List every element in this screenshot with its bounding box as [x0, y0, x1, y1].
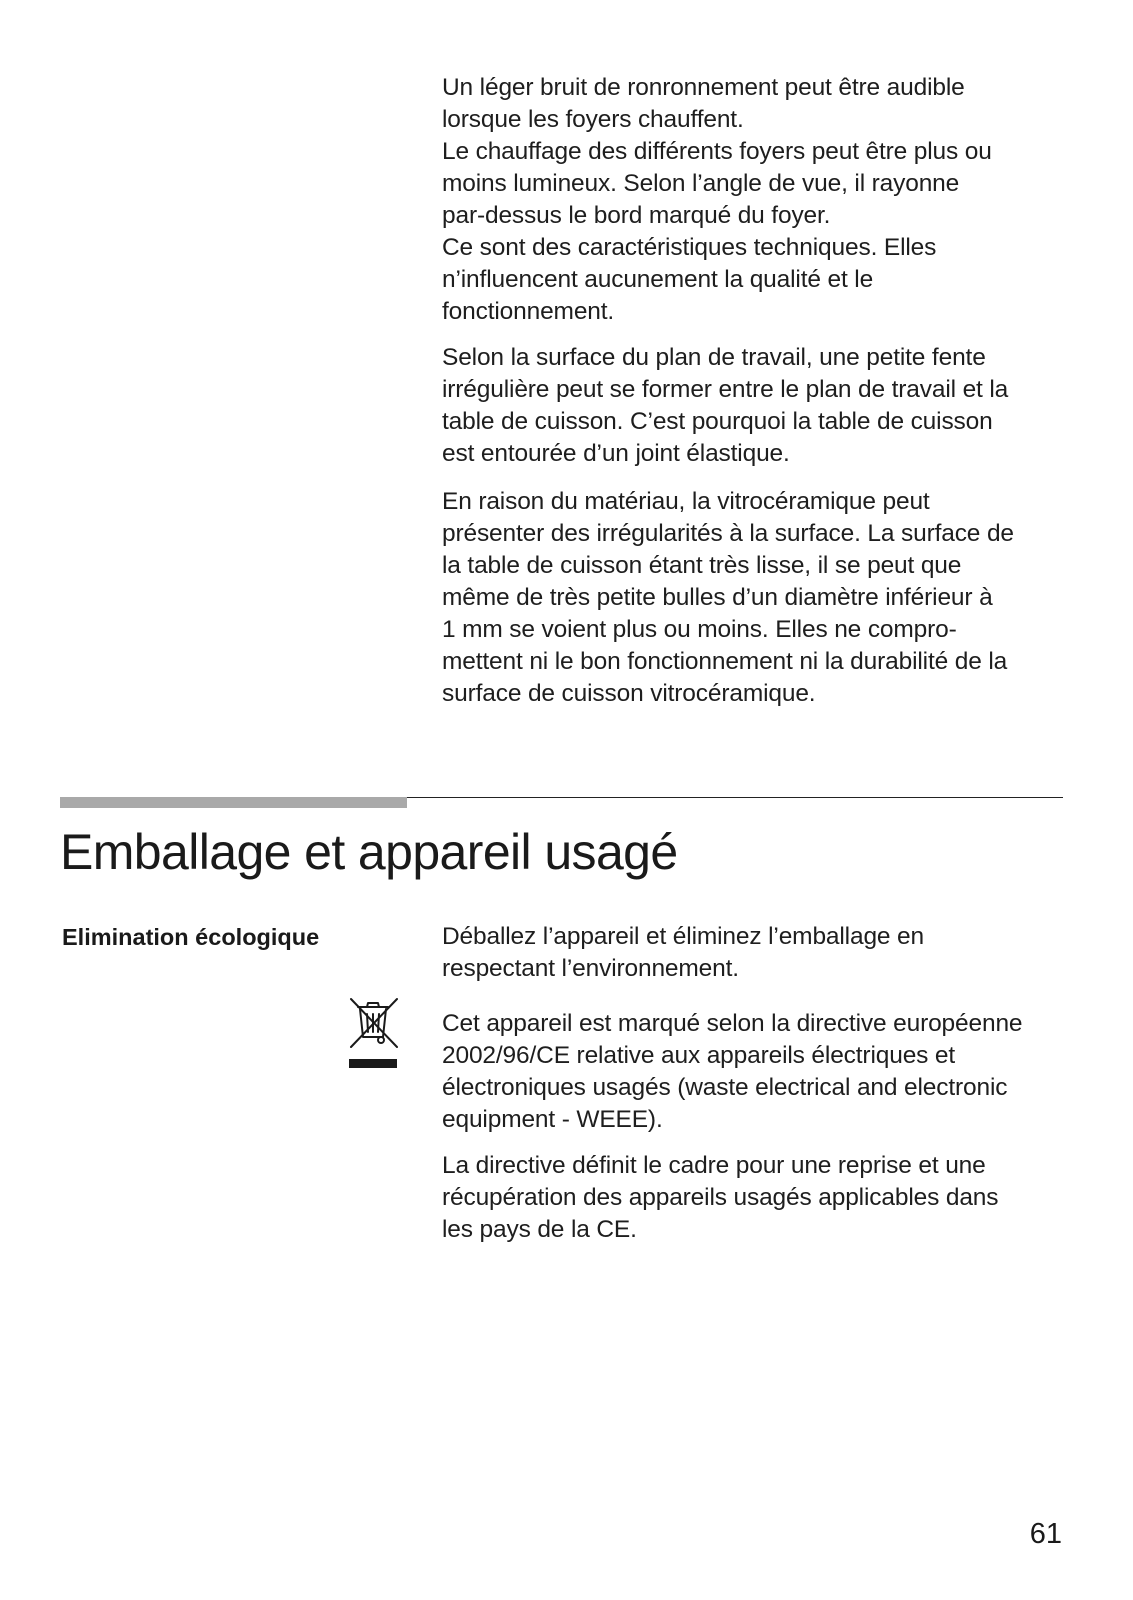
text-line: lorsque les foyers chauffent.	[442, 106, 744, 133]
text-line: présenter des irrégularités à la surface. La surface de	[442, 520, 1014, 547]
text-line: Un léger bruit de ronronnement peut être audible	[442, 74, 965, 101]
text-line: Ce sont des caractéristiques techniques. Elles	[442, 234, 937, 261]
intro-paragraph-noise	[442, 72, 1082, 328]
section-paragraph-unpack	[442, 921, 1082, 985]
text-line: moins lumineux. Selon l’angle de vue, il rayonne	[442, 170, 960, 197]
text-line: est entourée d’un joint élastique.	[442, 440, 790, 467]
page-number: 61	[1029, 1518, 1062, 1550]
text-line: Cet appareil est marqué selon la directive européenne	[442, 1010, 1023, 1037]
text-line: électroniques usagés (waste electrical and electronic	[442, 1074, 1008, 1101]
text-line: irrégulière peut se former entre le plan de travail et la	[442, 376, 1009, 403]
text-line: par-dessus le bord marqué du foyer.	[442, 202, 831, 229]
text-line: 1 mm se voient plus ou moins. Elles ne compro-	[442, 616, 957, 643]
side-heading: Elimination écologique	[62, 924, 320, 950]
text-line: Selon la surface du plan de travail, une petite fente	[442, 344, 986, 371]
section-paragraph-framework	[442, 1150, 1082, 1246]
section-title: Emballage et appareil usagé	[60, 824, 678, 880]
text-line: table de cuisson. C’est pourquoi la table de cuisson	[442, 408, 993, 435]
text-line: surface de cuisson vitrocéramique.	[442, 680, 816, 707]
text-line: la table de cuisson étant très lisse, il se peut que	[442, 552, 962, 579]
text-line: 2002/96/CE relative aux appareils électriques et	[442, 1042, 956, 1069]
text-line: n’influencent aucunement la qualité et le	[442, 266, 874, 293]
text-line: equipment - WEEE).	[442, 1106, 663, 1133]
text-line: respectant l’environnement.	[442, 955, 739, 982]
text-line: mettent ni le bon fonctionnement ni la durabilité de la	[442, 648, 1008, 675]
intro-paragraph-gap	[442, 342, 1082, 470]
crossed-out-wheelie-bin-icon	[347, 995, 403, 1073]
text-line: récupération des appareils usagés applicables dans	[442, 1184, 999, 1211]
text-line: La directive définit le cadre pour une reprise et une	[442, 1152, 986, 1179]
text-line: même de très petite bulles d’un diamètre inférieur à	[442, 584, 993, 611]
text-line: les pays de la CE.	[442, 1216, 637, 1243]
text-line: Déballez l’appareil et éliminez l’emballage en	[442, 923, 925, 950]
section-divider-accent	[60, 797, 407, 808]
text-line: fonctionnement.	[442, 298, 615, 325]
intro-paragraph-material	[442, 486, 1082, 710]
text-line: Le chauffage des différents foyers peut être plus ou	[442, 138, 992, 165]
text-line: En raison du matériau, la vitrocéramique peut	[442, 488, 930, 515]
section-paragraph-directive	[442, 1008, 1082, 1136]
